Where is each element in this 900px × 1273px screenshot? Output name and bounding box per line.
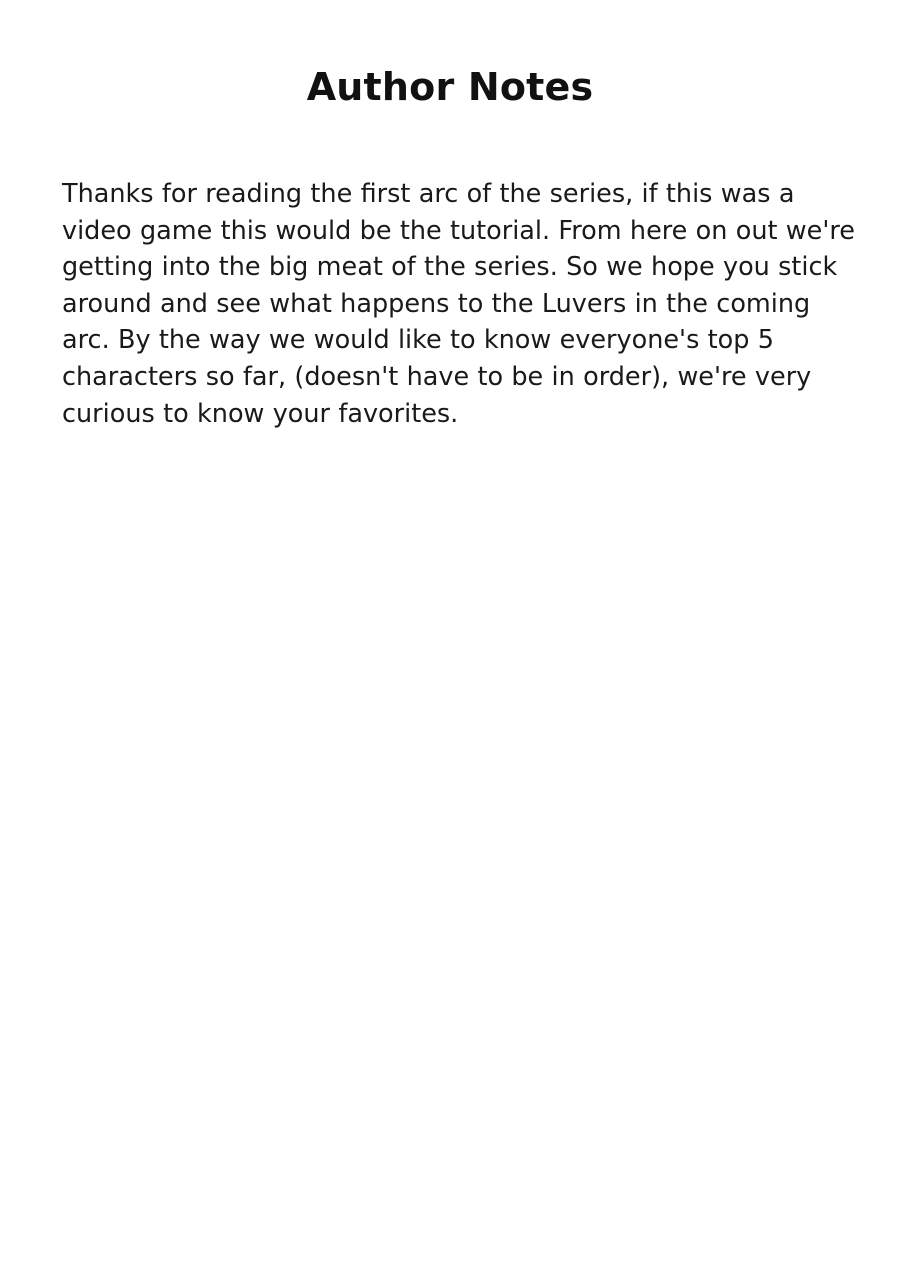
page-title: Author Notes [306,65,594,109]
author-notes-body-text: Thanks for reading the first arc of the series, if this was a video game this would be the tutorial. From here on out we're getting into the big meat of the series. So we hope you stick around and see what happens to the Luvers in the coming arc. By the way we would like to know everyone's top 5 characters so far, (doesn't have to be in order), we're very curious to know your favorites. [62,179,864,429]
